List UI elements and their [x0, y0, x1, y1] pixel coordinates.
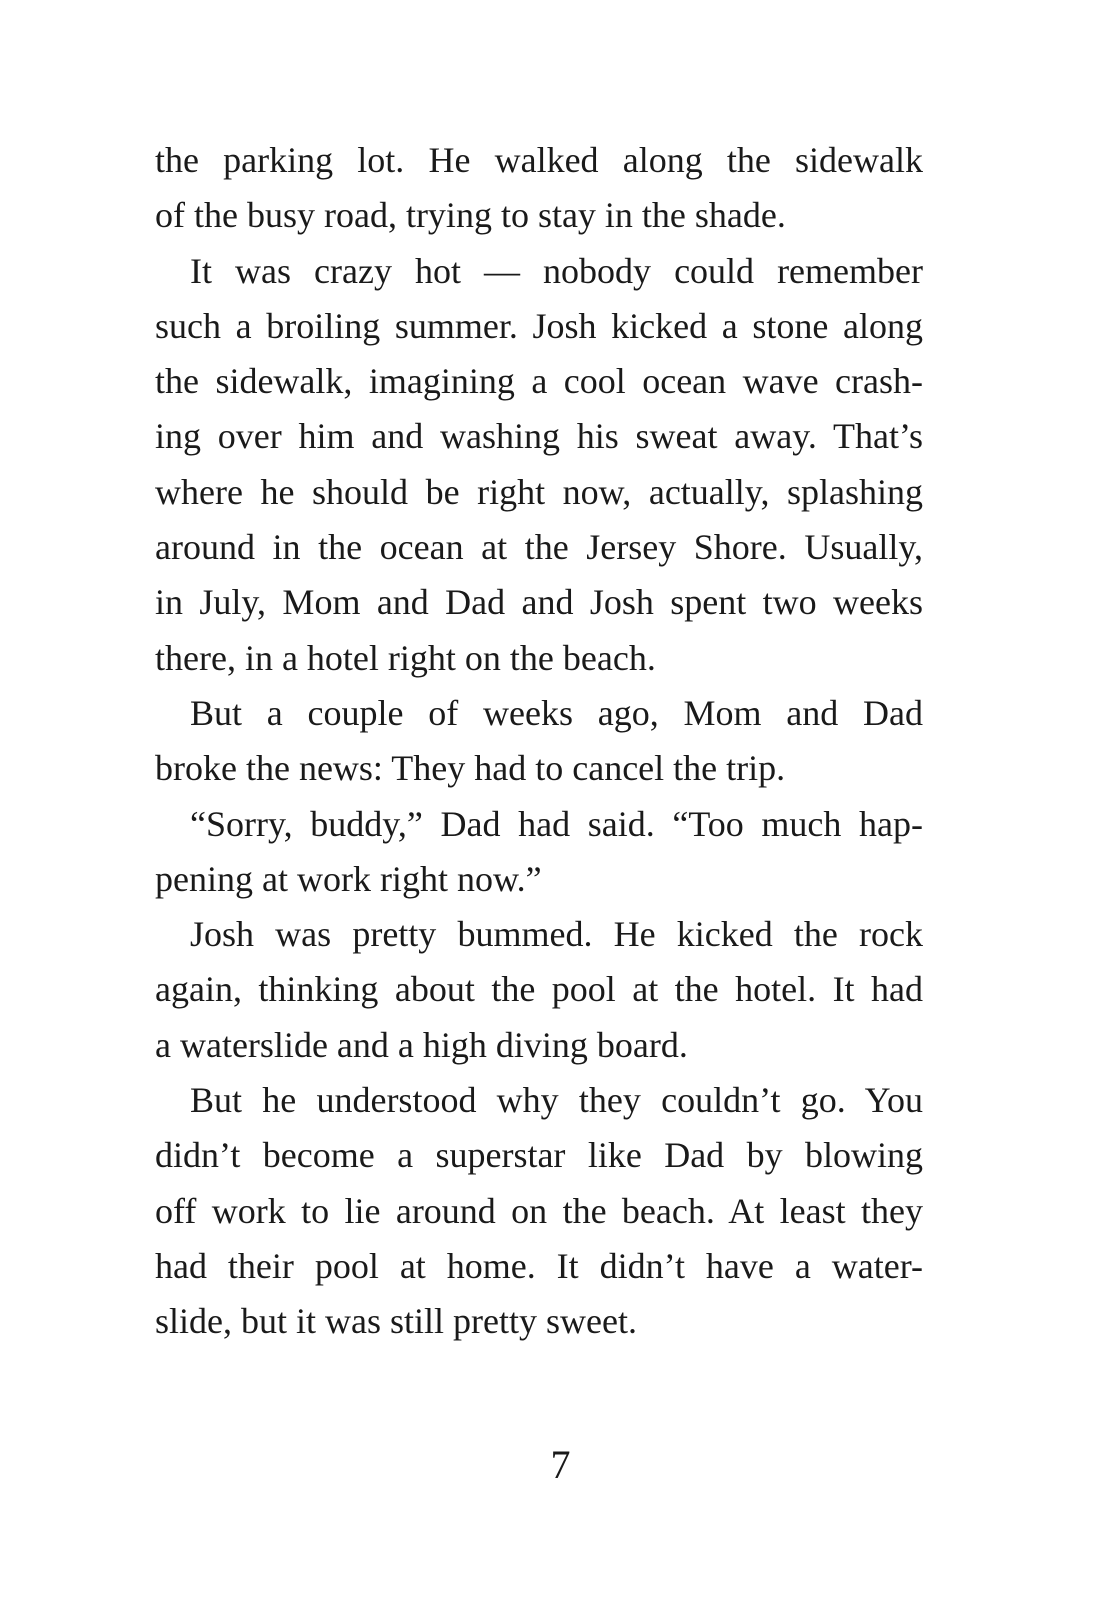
text-line: the sidewalk, imagining a cool ocean wave crash- [155, 361, 923, 402]
text-line: had their pool at home. It didn’t have a water- [155, 1245, 923, 1286]
page-number: 7 [550, 1442, 571, 1487]
text-line: off work to lie around on the beach. At least they [155, 1190, 923, 1231]
text-line: where he should be right now, actually, splashing [155, 471, 923, 512]
text-line: didn’t become a superstar like Dad by blowing [155, 1135, 923, 1176]
text-line: such a broiling summer. Josh kicked a stone along [155, 305, 923, 346]
text-line: “Sorry, buddy,” Dad had said. “Too much hap- [190, 803, 923, 844]
text-line: pening at work right now.” [155, 858, 542, 899]
body-text [155, 133, 923, 1350]
text-line: Josh was pretty bummed. He kicked the rock [190, 914, 923, 955]
text-line: But he understood why they couldn’t go. You [190, 1080, 923, 1121]
text-line: there, in a hotel right on the beach. [155, 637, 656, 678]
text-line: But a couple of weeks ago, Mom and Dad [190, 692, 923, 733]
text-line: It was crazy hot — nobody could remember [190, 250, 923, 291]
text-line: again, thinking about the pool at the hotel. It had [155, 969, 923, 1010]
text-line: of the busy road, trying to stay in the shade. [155, 195, 786, 236]
text-line: broke the news: They had to cancel the trip. [155, 748, 786, 789]
text-line: the parking lot. He walked along the sidewalk [155, 140, 923, 180]
text-line: around in the ocean at the Jersey Shore. Usually, [155, 527, 923, 568]
text-line: a waterslide and a high diving board. [155, 1024, 688, 1065]
text-line: in July, Mom and Dad and Josh spent two weeks [155, 582, 923, 623]
text-line: slide, but it was still pretty sweet. [155, 1301, 637, 1342]
text-line: ing over him and washing his sweat away. That’s [155, 416, 923, 457]
